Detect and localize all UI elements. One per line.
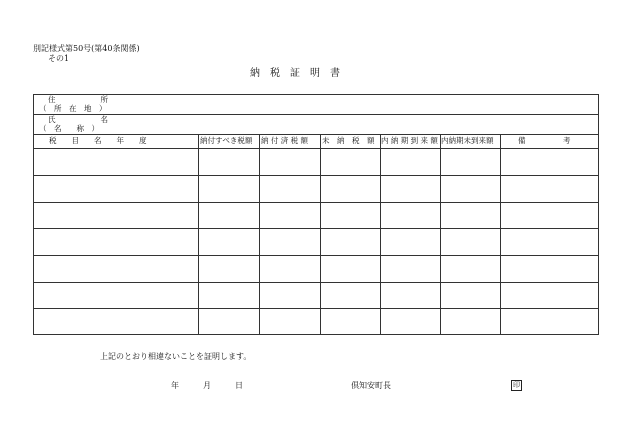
divider (34, 308, 598, 309)
divider (320, 134, 321, 334)
divider (198, 134, 199, 334)
header-amount-due: 納付すべき税額 (200, 136, 253, 145)
divider (440, 134, 441, 334)
divider (34, 282, 598, 283)
header-remarks: 備 考 (518, 136, 571, 145)
page-title: 納 税 証 明 書 (250, 68, 340, 79)
address-label: 住 所 (48, 95, 108, 104)
divider (34, 255, 598, 256)
divider (34, 114, 598, 115)
issuer-name: 倶知安町長 (351, 381, 391, 390)
form-subtitle: その1 (48, 54, 70, 63)
divider (380, 134, 381, 334)
divider (500, 134, 501, 334)
divider (34, 228, 598, 229)
seal-mark: 印 (513, 381, 520, 389)
name-label: 氏 名 (48, 115, 108, 124)
header-amount-unpaid: 未 納 税 額 (322, 136, 375, 145)
header-amount-paid: 納 付 済 税 額 (261, 136, 309, 145)
divider (34, 175, 598, 176)
header-tax-item-year: 税 目 名 年 度 (49, 136, 147, 145)
header-amount-not-matured: 内納期未到来額 (441, 136, 494, 145)
header-amount-matured: 内 納 期 到 来 額 (381, 136, 438, 145)
entity-name-label: （ 名 称 ） (39, 124, 99, 133)
divider (34, 202, 598, 203)
divider (34, 148, 598, 149)
form-id: 別記様式第50号(第40条関係) (33, 44, 140, 53)
date-label: 年 月 日 (171, 381, 243, 390)
certificate-table (33, 94, 599, 335)
divider (259, 134, 260, 334)
location-label: （ 所 在 地 ） (39, 104, 107, 113)
certification-text: 上記のとおり相違ないことを証明します。 (100, 352, 252, 361)
